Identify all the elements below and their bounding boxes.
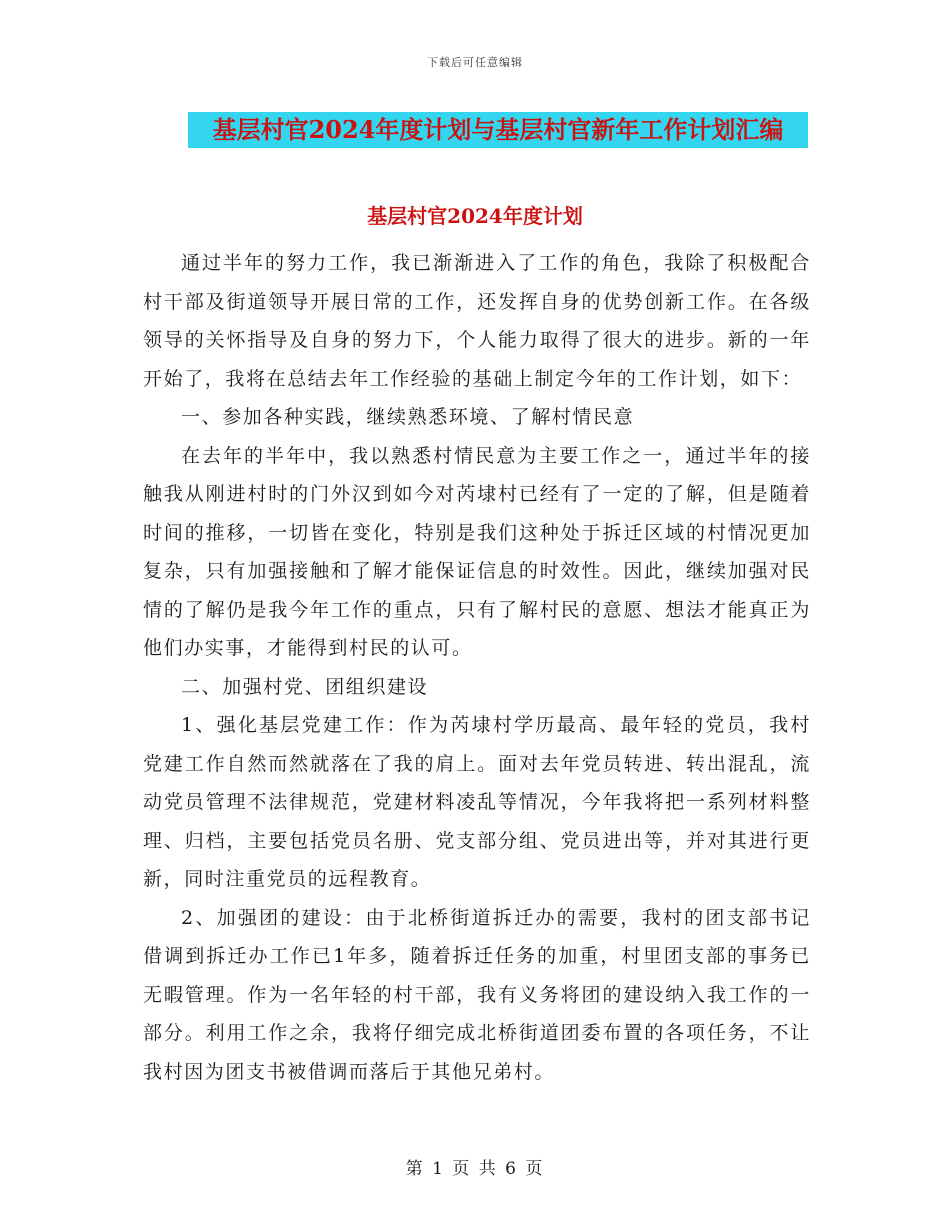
main-title: 基层村官2024年度计划与基层村官新年工作计划汇编 [188, 112, 808, 148]
heading-item-2: 二、加强村党、团组织建设 [181, 675, 429, 698]
paragraph-league-building: 2、加强团的建设：由于北桥街道拆迁办的需要，我村的团支部书记借调到拆迁办工作已1年多，随着拆迁任务的加重，村里团支部的事务已无暇管理。作为一名年轻的村干部，我有义务将团的建设纳入我工作的一部分。利用工作之余，我将仔细完成北桥街道团委布置的各项任务，不让我村因为团支书被借调而落后于其他兄弟村。 [143, 906, 811, 1083]
heading-item-1: 一、参加各种实践，继续熟悉环境、了解村情民意 [181, 406, 635, 428]
page-footer: 第 1 页 共 6 页 [405, 1159, 545, 1179]
document-body [143, 244, 811, 1091]
paragraph-intro: 通过半年的努力工作，我已渐渐进入了工作的角色，我除了积极配合村干部及街道领导开展日常的工作，还发挥自身的优势创新工作。在各级领导的关怀指导及自身的努力下，个人能力取得了很大的进步。新的一年开始了，我将在总结去年工作经验的基础上制定今年的工作计划，如下： [143, 252, 811, 390]
section-title: 基层村官2024年度计划 [367, 204, 583, 228]
main-title-container [188, 112, 808, 148]
paragraph-item-1: 在去年的半年中，我以熟悉村情民意为主要工作之一，通过半年的接触我从刚进村时的门外汉到如今对芮埭村已经有了一定的了解，但是随着时间的推移，一切皆在变化，特别是我们这种处于拆迁区域的村情况更加复杂，只有加强接触和了解才能保证信息的时效性。因此，继续加强对民情的了解仍是我今年工作的重点，只有了解村民的意愿、想法才能真正为他们办实事，才能得到村民的认可。 [143, 444, 811, 659]
paragraph-party-building: 1、强化基层党建工作：作为芮埭村学历最高、最年轻的党员，我村党建工作自然而然就落在了我的肩上。面对去年党员转进、转出混乱，流动党员管理不法律规范，党建材料凌乱等情况，今年我将把一系列材料整理、归档，主要包括党员名册、党支部分组、党员进出等，并对其进行更新，同时注重党员的远程教育。 [143, 714, 811, 890]
header-note: 下载后可任意编辑 [427, 56, 523, 69]
